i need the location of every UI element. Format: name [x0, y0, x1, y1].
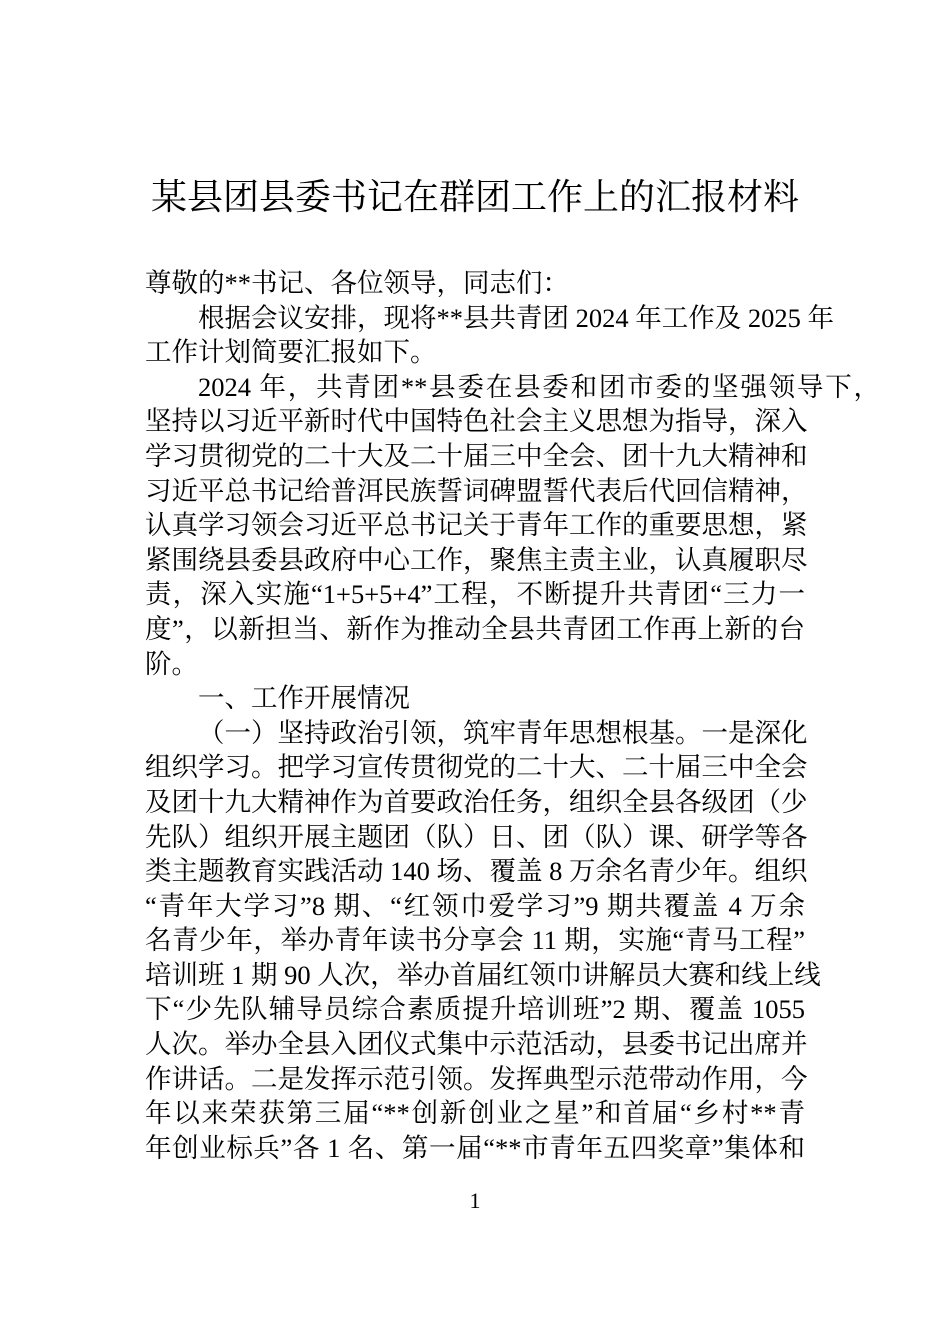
text-line: 2024 年，共青团**县委在县委和团市委的坚强领导下， — [198, 371, 880, 402]
text-line: 工作计划简要汇报如下。 — [145, 337, 437, 368]
text-line: 习近平总书记给普洱民族誓词碑盟誓代表后代回信精神， — [145, 475, 808, 506]
text-line: 年创业标兵”各 1 名、第一届“**市青年五四奖章”集体和 — [145, 1132, 805, 1163]
subsection-heading: （一）坚持政治引领，筑牢青年思想根基。一是深化 — [198, 717, 808, 748]
text-line: 人次。举办全县入团仪式集中示范活动，县委书记出席并 — [145, 1029, 808, 1060]
document-title: 某县团县委书记在群团工作上的汇报材料 — [150, 176, 799, 217]
text-line: 下“少先队辅导员综合素质提升培训班”2 期、覆盖 1055 — [145, 994, 805, 1025]
text-line: 认真学习领会习近平总书记关于青年工作的重要思想，紧 — [145, 510, 808, 541]
text-line: 作讲话。二是发挥示范引领。发挥典型示范带动作用，今 — [145, 1063, 808, 1094]
section-heading: 一、工作开展情况 — [198, 683, 410, 714]
text-line: 类主题教育实践活动 140 场、覆盖 8 万余名青少年。组织 — [145, 856, 808, 887]
text-line: 坚持以习近平新时代中国特色社会主义思想为指导，深入 — [145, 406, 808, 437]
text-line: 先队）组织开展主题团（队）日、团（队）课、研学等各 — [145, 821, 808, 852]
text-line: 学习贯彻党的二十大及二十届三中全会、团十九大精神和 — [145, 440, 808, 471]
text-line: 组织学习。把学习宣传贯彻党的二十大、二十届三中全会 — [145, 752, 808, 783]
text-line: 阶。 — [145, 648, 198, 679]
text-line: 培训班 1 期 90 人次，举办首届红领巾讲解员大赛和线上线 — [145, 959, 821, 990]
text-line: 年以来荣获第三届“**创新创业之星”和首届“乡村**青 — [145, 1098, 805, 1129]
text-line: 根据会议安排，现将**县共青团 2024 年工作及 2025 年 — [198, 302, 834, 333]
text-line: 责，深入实施“1+5+5+4”工程，不断提升共青团“三力一 — [145, 579, 805, 610]
page-number: 1 — [469, 1188, 481, 1213]
text-line: 及团十九大精神作为首要政治任务，组织全县各级团（少 — [145, 786, 808, 817]
text-line: 名青少年，举办青年读书分享会 11 期，实施“青马工程” — [145, 925, 805, 956]
salutation: 尊敬的**书记、各位领导，同志们： — [145, 268, 569, 298]
document-body — [145, 266, 880, 1165]
text-line: 度”，以新担当、新作为推动全县共青团工作再上新的台 — [145, 613, 805, 644]
text-line: “青年大学习”8 期、“红领巾爱学习”9 期共覆盖 4 万余 — [145, 890, 805, 921]
text-line: 紧围绕县委县政府中心工作，聚焦主责主业，认真履职尽 — [145, 544, 808, 575]
